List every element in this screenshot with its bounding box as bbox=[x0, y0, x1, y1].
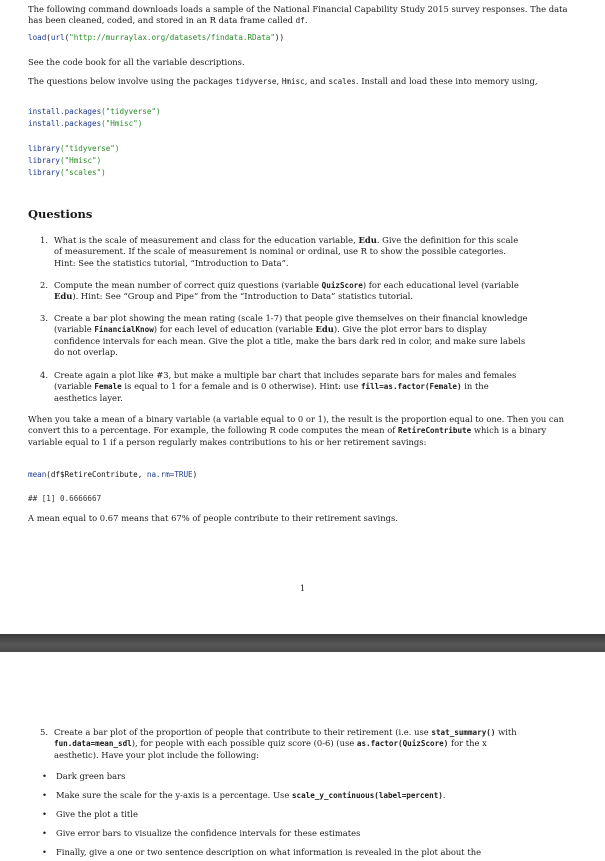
var-edu: Edu bbox=[358, 235, 377, 245]
library-line bbox=[28, 143, 580, 155]
bullet-item bbox=[42, 809, 532, 820]
library-line bbox=[28, 155, 580, 167]
q-text-part: What is the scale of measurement and class for the education variable, bbox=[54, 235, 359, 245]
pkg-scales: scales bbox=[328, 77, 356, 86]
q-text-part: is equal to 1 for a female and is 0 otherwise). Hint: use bbox=[121, 381, 361, 392]
library-fn: library bbox=[28, 144, 61, 153]
library-fn: library bbox=[28, 168, 61, 177]
codebook-note: See the code book for all the variable descriptions. bbox=[28, 57, 245, 67]
install-fn: install.packages bbox=[28, 107, 102, 116]
packages-paragraph bbox=[28, 76, 580, 87]
bullet-text-end: . bbox=[442, 790, 446, 800]
page-separator bbox=[0, 634, 605, 652]
question-3 bbox=[40, 313, 528, 358]
intro-paragraph bbox=[28, 4, 580, 27]
library-arg: ("Hmisc") bbox=[60, 156, 102, 165]
load-fn: load bbox=[28, 33, 47, 42]
install-arg: ("tidyverse") bbox=[101, 107, 161, 116]
q-text-part: ). Give the plot error bars to display confidence intervals for each mean. Give the plot a title, make the bars dark red in color, and make sure labels do not overlap. bbox=[54, 324, 526, 357]
mean-fn: mean bbox=[28, 470, 47, 479]
question-number: 3. bbox=[40, 313, 48, 323]
q-text-part: ) for each level of education (variable bbox=[153, 324, 316, 335]
var-edu: Edu bbox=[54, 291, 73, 302]
packages-text-end: . Install and load these into memory using, bbox=[355, 76, 538, 86]
bullet-icon: • bbox=[42, 809, 47, 819]
bullet-text bbox=[56, 790, 532, 801]
q-text-part: Create a bar plot showing the mean rating (scale 1-7) that people give themselves on their financial knowledge (variable bbox=[54, 313, 528, 335]
mean-sep: , bbox=[137, 470, 147, 479]
mean-output: ## [1] 0.6666667 bbox=[28, 494, 102, 503]
q-text-part: with bbox=[495, 727, 517, 737]
question-5 bbox=[40, 727, 528, 761]
question-4 bbox=[40, 370, 528, 404]
q-text-part: for the x aesthetic). Have your plot include the following: bbox=[54, 738, 487, 760]
factor-quizscore-code: as.factor(QuizScore) bbox=[356, 739, 449, 749]
fun-data-code: fun.data=mean_sdl bbox=[54, 739, 132, 749]
pkg-tidyverse: tidyverse bbox=[235, 77, 277, 86]
bullet-text: Finally, give a one or two sentence description on what information is revealed in the plot about the bbox=[56, 847, 482, 857]
bullet-icon: • bbox=[42, 847, 47, 857]
library-fn: library bbox=[28, 156, 61, 165]
q-text-part: ). Hint: See “Group and Pipe” from the “Introduction to Data” statistics tutorial. bbox=[72, 291, 413, 302]
packages-comma: , bbox=[276, 76, 282, 86]
library-code-block bbox=[28, 143, 580, 179]
library-line bbox=[28, 167, 580, 179]
install-fn: install.packages bbox=[28, 119, 102, 128]
binary-paragraph bbox=[28, 414, 580, 448]
url-fn: url bbox=[50, 33, 65, 42]
bullet-icon: • bbox=[42, 771, 47, 781]
mean-na-arg: na.rm= bbox=[146, 470, 175, 479]
q-text-part: . Give the definition for this scale of measurement. If the scale of measurement is nominal or ordinal, use R to show the possible categories. Hint: See the statistics tutorial, “Introduction to Data”. bbox=[54, 235, 519, 268]
fill-code: fill=as.factor(Female) bbox=[360, 382, 462, 392]
var-financialknow: FinancialKnow bbox=[94, 325, 154, 335]
q-text-part: Create a bar plot of the proportion of people that contribute to their retirement (i.e. use bbox=[54, 727, 432, 737]
question-number: 4. bbox=[40, 370, 48, 380]
intro-period: . bbox=[304, 15, 308, 26]
var-quizscore: QuizScore bbox=[321, 281, 363, 290]
bullet-item bbox=[42, 828, 532, 839]
bullet-text: Give error bars to visualize the confidence intervals for these estimates bbox=[56, 828, 361, 838]
intro-text: The following command downloads loads a sample of the National Financial Capability Study 2015 survey responses. The data has been cleaned, coded, and stored in an R data frame called bbox=[28, 4, 568, 26]
bullet-item bbox=[42, 847, 532, 858]
var-edu: Edu bbox=[315, 324, 334, 335]
mean-explanation: A mean equal to 0.67 means that 67% of people contribute to their retirement savings. bbox=[28, 513, 398, 523]
var-female: Female bbox=[94, 382, 122, 392]
question-text bbox=[54, 370, 528, 404]
mean-arg: df$RetireContribute bbox=[50, 470, 138, 479]
q-text-part: ), for people with each possible quiz score (0-6) (use bbox=[131, 738, 357, 749]
load-code-line bbox=[28, 32, 580, 44]
install-arg: ("Hmisc") bbox=[101, 119, 143, 128]
question-number: 1. bbox=[40, 235, 48, 245]
bullet-item bbox=[42, 771, 532, 782]
bullet-text-part: Make sure the scale for the y-axis is a percentage. Use bbox=[56, 790, 292, 800]
question-1 bbox=[40, 235, 528, 269]
q-text-part: in the aesthetics layer. bbox=[54, 381, 489, 403]
stat-summary-code: stat_summary() bbox=[431, 728, 496, 737]
install-line bbox=[28, 106, 580, 118]
q-text-part: ) for each educational level (variable bbox=[362, 280, 519, 290]
question-number: 5. bbox=[40, 727, 48, 737]
mean-code-line bbox=[28, 469, 580, 481]
load-url: "http://murraylax.org/datasets/findata.RData" bbox=[69, 33, 275, 42]
mean-open: ( bbox=[46, 470, 51, 479]
mean-close: ) bbox=[192, 470, 198, 479]
packages-text: The questions below involve using the packages bbox=[28, 76, 236, 86]
question-text bbox=[54, 235, 528, 269]
var-retirecontribute: RetireContribute bbox=[398, 426, 472, 436]
packages-and: , and bbox=[304, 76, 329, 86]
library-arg: ("scales") bbox=[60, 168, 106, 177]
scale-y-code: scale_y_continuous(label=percent) bbox=[291, 791, 443, 800]
bullet-icon: • bbox=[42, 790, 47, 800]
library-arg: ("tidyverse") bbox=[60, 144, 120, 153]
load-open: ( bbox=[46, 33, 51, 42]
questions-heading: Questions bbox=[28, 207, 93, 221]
url-open: ( bbox=[64, 33, 70, 42]
bullet-text: Give the plot a title bbox=[56, 809, 138, 819]
mean-true: TRUE bbox=[174, 470, 193, 479]
load-close: )) bbox=[274, 33, 285, 42]
bullet-item bbox=[42, 790, 532, 801]
page-2 bbox=[0, 652, 605, 861]
bullet-text: Dark green bars bbox=[56, 771, 126, 781]
question-text bbox=[54, 280, 528, 303]
df-code: df bbox=[295, 16, 305, 26]
question-2 bbox=[40, 280, 528, 303]
q-text-part: Compute the mean number of correct quiz questions (variable bbox=[54, 280, 322, 290]
pkg-hmisc: Hmisc bbox=[281, 77, 305, 86]
page-number: 1 bbox=[299, 583, 306, 593]
install-code-block bbox=[28, 106, 580, 130]
bullet-icon: • bbox=[42, 828, 47, 838]
binary-text-end: which is a binary variable equal to 1 if a person regularly makes contributions to his or her retirement savings: bbox=[28, 425, 547, 447]
install-line bbox=[28, 118, 580, 130]
binary-text: When you take a mean of a binary variable (a variable equal to 0 or 1), the result is the proportion equal to one. Then you can convert this to a percentage. For example, the following R code computes the mean of bbox=[28, 414, 564, 436]
q-text-part: Create again a plot like #3, but make a multiple bar chart that includes separate bars for males and females (variable bbox=[54, 370, 517, 392]
question-text bbox=[54, 727, 528, 761]
question-number: 2. bbox=[40, 280, 48, 290]
question-text bbox=[54, 313, 528, 358]
